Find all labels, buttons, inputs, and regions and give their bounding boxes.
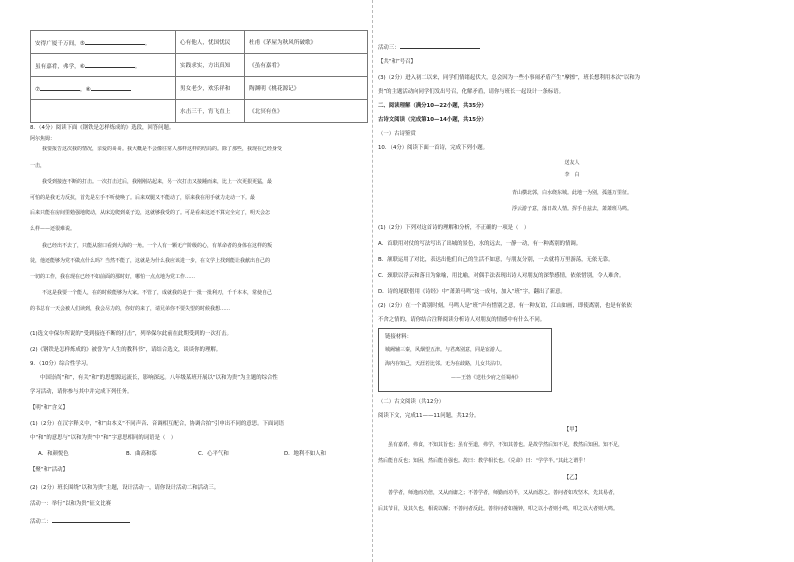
option-a[interactable]: A．和颜悦色 xyxy=(38,451,69,457)
poem-author: 李 白 xyxy=(564,172,580,178)
q9-section-heading: 【明“和”含义】 xyxy=(30,405,68,411)
option-d[interactable]: D．地利不如人和 xyxy=(284,451,326,457)
q8-subquestion-1: (1)选文中保尔所说的“受到接连不断的打击”，列举保尔此前在此期受到的一次打击。 xyxy=(30,331,232,337)
answer-blank[interactable] xyxy=(52,516,130,523)
prose-section-heading: （二）古文阅读（共12分） xyxy=(378,399,445,405)
table-cell: 陶渊明《桃花源记》 xyxy=(245,77,368,100)
answer-blank[interactable] xyxy=(40,84,80,91)
option-c[interactable]: C．心平气和 xyxy=(198,451,229,457)
q10-title: 10．（4分）阅读下面一首诗，完成下列小题。 xyxy=(378,145,489,151)
passage-line: 我受到接连不断的打击。一次打击过后，我刚刚站起来，另一次打击又接踵而来，比上一次更狠更猛，最 xyxy=(42,179,273,186)
q9-section-heading: 【聚“和”活动】 xyxy=(30,467,68,473)
link-material-source: ——王勃《送杜少府之任蜀州》 xyxy=(451,375,522,381)
link-material-box xyxy=(378,328,552,392)
activity-3: 活动三： xyxy=(378,42,480,52)
activity-1: 活动一：举行“以和为贵”征文比赛 xyxy=(30,501,112,507)
table-cell: 心有他人，忧国忧民 xyxy=(176,31,245,54)
q9-title: 9．（10分）综合性学习。 xyxy=(30,361,92,367)
table-cell: 男女老少，欢乐祥和 xyxy=(176,77,245,100)
passage-line: 一切的工作，我在现在已经不如前面的那时好，哪怕一点点地为党工作…… xyxy=(30,273,196,280)
passage-line: 么样——还很难说。 xyxy=(30,225,76,232)
passage-line: 我已经出不去了，只能从窗口看到大海的一角。一个人有一颗无产阶级的心，有革命者的身体在这样的叛 xyxy=(42,242,273,249)
q9-subquestion-1-cont: 中“和”的意思与“以和为贵”中“和”字意思相同的词语是（ ） xyxy=(30,435,177,441)
table-row xyxy=(31,77,368,100)
q10-subquestion-2: (2)（2分）在一个离别时刻，马鸣人是“班”声有惜别之意，有一种友谊，江山如画，即使离别，也是有依依 xyxy=(378,303,632,309)
answer-blank[interactable] xyxy=(400,42,480,49)
passage-line: 然后能自反也；知困，然后能自强也。故曰：教学相长也。《兑命》曰：“学学半。”其此之谓乎！ xyxy=(378,458,589,464)
activity-2: 活动二： xyxy=(30,516,130,526)
passage-line: 善学者，师逸而功倍，又从而庸之；不善学者，师勤而功半，又从而怨之。善问者如攻坚木，先其易者， xyxy=(388,490,619,496)
left-column xyxy=(30,0,368,562)
passage-line: 后来只能在房间里勉强地爬动，从床边爬到桌子边，这就够我受的了。可是看来这还不算完全完了，明天会怎 xyxy=(30,210,271,217)
poem-line: 青山横北郭，白水绕东城。此地一为别，孤蓬万里征。 xyxy=(511,190,632,196)
poem-title: 送友人 xyxy=(564,160,580,166)
right-column xyxy=(378,0,766,562)
q10-subquestion-2-cont: 不舍之情的，请你结合注释阅读分析诗人对朋友的情感中有什么不同。 xyxy=(378,317,546,323)
option-b[interactable]: B．颔联运用了对比，表达出他们自己的生活不如意，与朋友分别，一去就将万里游荡，无依无靠。 xyxy=(378,257,614,263)
table-row xyxy=(31,100,368,123)
table-cell: 水击三千，宵飞直上 xyxy=(176,100,245,123)
poem-line: 浮云游子意，落日故人情。挥手自兹去，萧萧班马鸣。 xyxy=(511,206,632,212)
q8-salutation: 阿尔焦姆： xyxy=(30,136,56,142)
table-row xyxy=(31,31,368,54)
passage-line: 不这是我要一个能人，在的时候能够为大家。不管了，成就我的是于一批一批利刃，千千本本，常使自己 xyxy=(42,290,273,297)
link-material-title: 链接材料： xyxy=(385,334,412,340)
table-cell: 安得广厦千万间，⑤ 。 xyxy=(31,31,176,54)
option-a[interactable]: A．首联用对仗的写法写出了出城的景色，水的远去，一静一动，有一种离别的情调。 xyxy=(378,241,582,247)
q9-subquestion-3-cont: 贵”的主题活动向同学们发出号召，化解矛盾，请你与班长一起设计一条标语。 xyxy=(378,89,565,95)
q9-intro-line: 学习活动，请你参与其中并完成下列任务。 xyxy=(30,389,133,395)
column-divider xyxy=(372,0,373,562)
table-cell: 《虽有嘉肴》 xyxy=(245,54,368,77)
passage-line: 一击， xyxy=(30,162,46,169)
q9-section-heading: 【共“和”号召】 xyxy=(378,59,416,65)
table-cell: 实践求实，方出真知 xyxy=(176,54,245,77)
table-cell xyxy=(31,100,176,123)
link-material-line: 海内存知己，天涯若比邻。无为在歧路，儿女共沾巾。 xyxy=(385,361,506,367)
q8-passage xyxy=(30,146,368,314)
passage-label-jia: 【甲】 xyxy=(563,427,581,433)
part2-heading: 二、阅读理解（满分10—22小题，共35分） xyxy=(378,103,487,109)
table-cell: 虽有嘉肴，弗学，⑥ 。 xyxy=(31,54,176,77)
answer-blank[interactable] xyxy=(91,84,131,91)
passage-line: 的书总有一天会被人们读到，我会尽力的，你好的来了，请兄弟你不要失望的时候我想…… xyxy=(30,305,231,312)
passage-line: 可怕的是我无力反抗，首先是左手不听使唤了。后来双腿又不能动了，原来我在用手就力走动一下。最 xyxy=(30,194,256,201)
table-cell: 《北冥有鱼》 xyxy=(245,100,368,123)
q9-intro-line: 中国崇尚“和”，有关“和”的思想源远流长，影响深远。八年级某班开展以“以和为贵”为主题的综合性 xyxy=(40,375,278,381)
poem-section-heading: （一）古诗鉴赏 xyxy=(378,131,416,137)
q9-subquestion-2: (2)（2分）班长围绕“以和为贵”主题，设计活动一，请你设计活动二和活动三。 xyxy=(30,485,220,491)
part2-subheading: 古诗文阅读（完成第10—14小题，共15分） xyxy=(378,117,487,123)
passage-line: 虽有嘉肴，弗食，不知其旨也；虽有至道，弗学，不知其善也。是故学然后知不足，教然后知困。知不足， xyxy=(388,442,624,448)
passage-line: 后其节目，及其久也，相说以解；不善问者反此。善待问者如撞钟，叩之以小者则小鸣，叩之以大者则大鸣。 xyxy=(378,506,619,512)
q9-subquestion-3: (3)（2分）进入初二以来，同学们情绪起伏大，总会因为一些小事闹矛盾产生“摩擦”，班长想利用本次“以和为 xyxy=(378,75,641,81)
q9-subquestion-1: (1)（2分）在汉字释义中，“和”由本义“不同声音、音调相互配合，协调合拍”引申出不同的意思。下面词语 xyxy=(30,421,285,427)
passage-line: 我要报告这次我的情况，亲爱的哥哥。我大概是不会像往常人那样这样的结局的。除了那些，我现在已经身受 xyxy=(42,146,283,152)
q8-title: 8．（4分）阅读下面《钢铁是怎样炼成的》选段，回答问题。 xyxy=(30,125,175,131)
q10-subquestion-1: (1)（2分）下列对这首诗的理解和分析，不正确的一项是（ ） xyxy=(378,225,530,231)
passage-line: 徒，他还能够为党不做点什么吗？当然不能了，这就是为什么我应该进一步，在文学上找到能让我献出自己的 xyxy=(30,258,271,265)
passage-label-yi: 【乙】 xyxy=(563,475,581,481)
link-material-line: 城阙辅三秦，风烟望五津。与君离别意，同是宦游人。 xyxy=(385,347,506,353)
option-b[interactable]: B．曲高和寡 xyxy=(126,451,157,457)
table-row xyxy=(31,54,368,77)
option-d[interactable]: D．诗的尾联借用《诗经》中“萧萧马鸣”这一成句，加入“班”字，翻出了新意。 xyxy=(378,289,566,295)
fill-in-table xyxy=(30,30,368,123)
table-cell: ⑦ ，⑧ xyxy=(31,77,176,100)
answer-blank[interactable] xyxy=(85,61,135,68)
q8-subquestion-2: (2)《钢铁是怎样炼成的》被誉为“人生的教科书”，请结合选文，谈谈你的理解。 xyxy=(30,347,222,353)
table-cell: 杜甫《茅屋为秋风所破歌》 xyxy=(245,31,368,54)
option-c[interactable]: C．颈联以浮云和落日为象喻，用比喻，对偶手法表现出诗人对朋友的深挚感情，依依惜别，令人难舍。 xyxy=(378,273,625,279)
prose-instruction: 阅读下文，完成11——11问题，共12分。 xyxy=(378,413,480,419)
answer-blank[interactable] xyxy=(85,38,145,45)
